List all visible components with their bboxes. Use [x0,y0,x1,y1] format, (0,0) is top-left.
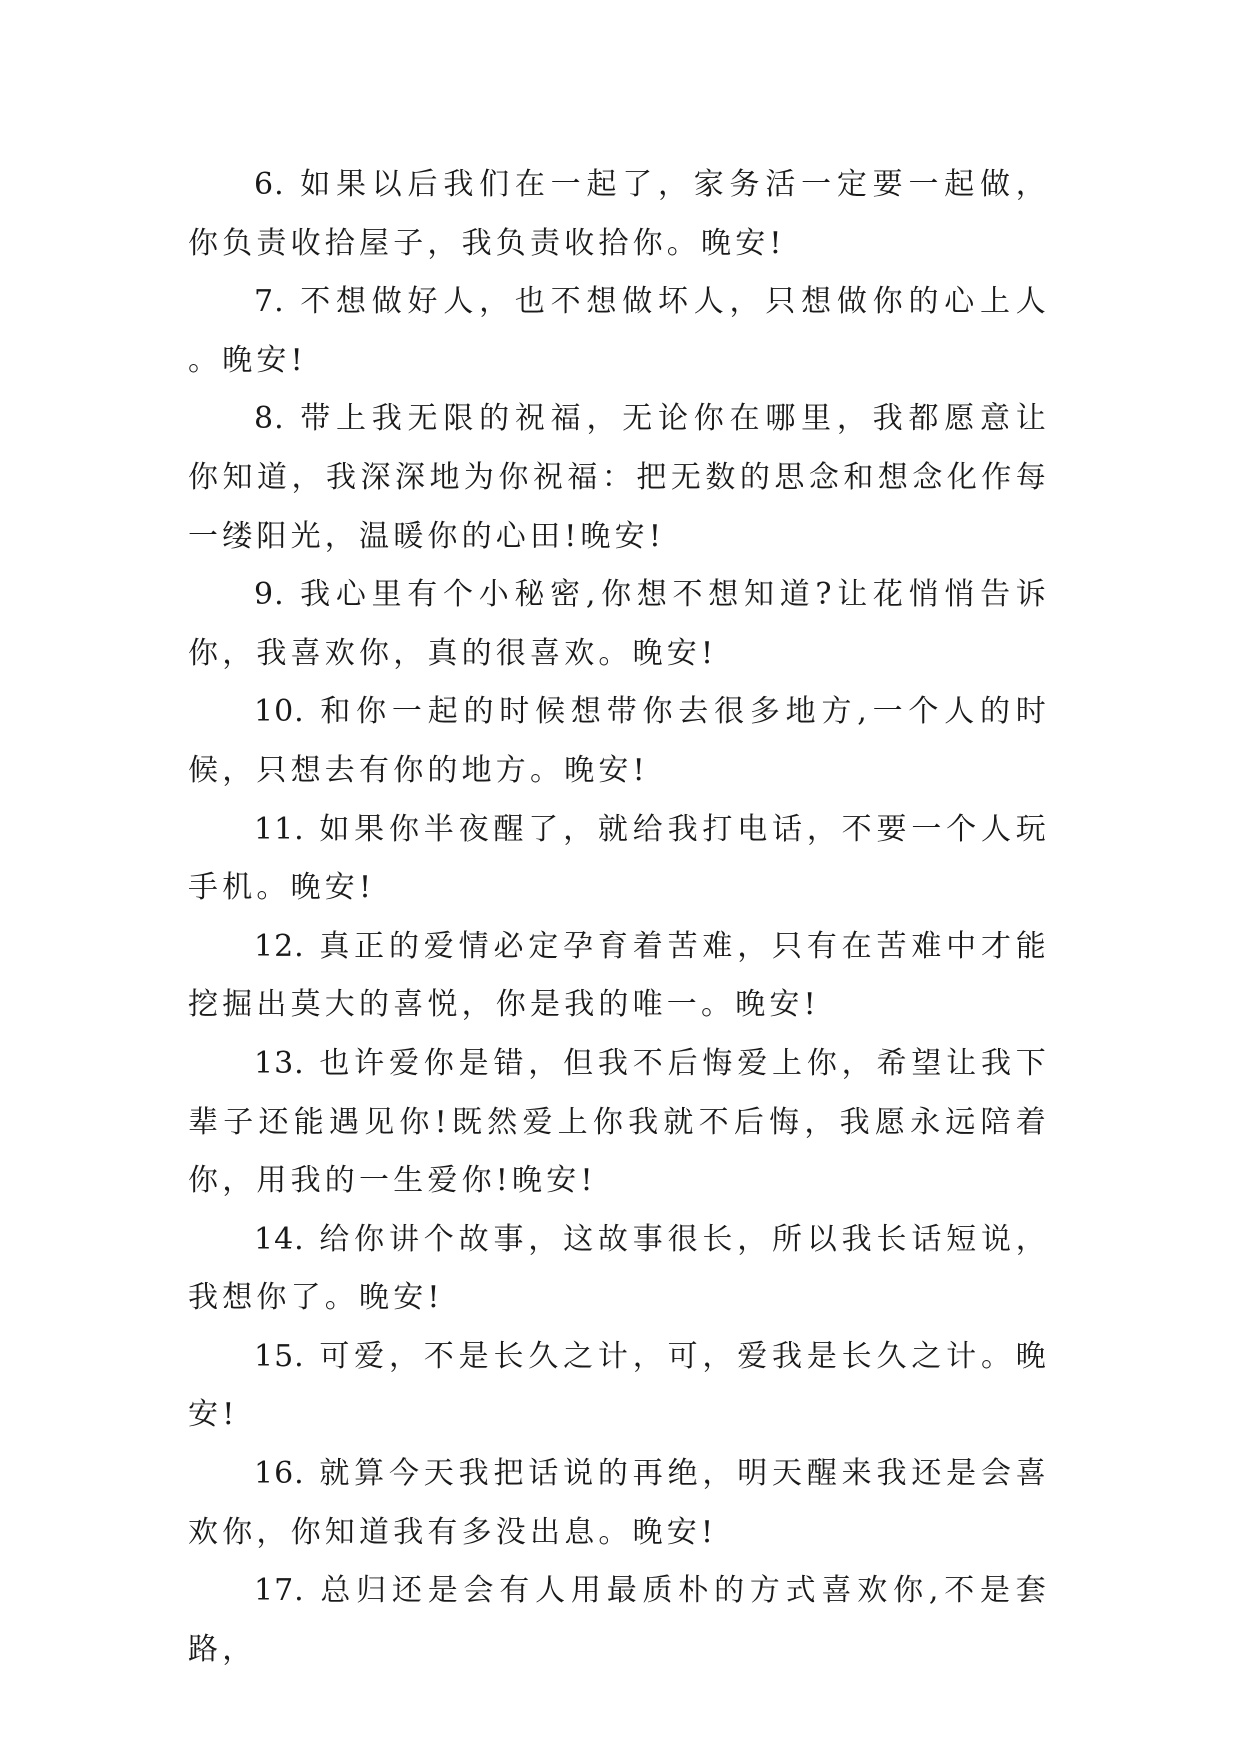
list-item [188,683,1050,800]
item-number: 14. [254,1221,305,1257]
list-item [188,1211,1050,1328]
item-number: 11. [254,811,305,847]
list-item [188,1562,1050,1679]
item-text: 可爱，不是长久之计，可，爱我是长久之计。晚安! [188,1338,1050,1433]
document-body [188,156,1050,1679]
item-text: 如果你半夜醒了，就给我打电话，不要一个人玩手机。晚安! [188,811,1050,906]
item-number: 16. [254,1456,305,1492]
item-number: 15. [254,1338,305,1374]
item-text: 就算今天我把话说的再绝，明天醒来我还是会喜欢你，你知道我有多没出息。晚安! [188,1456,1050,1550]
item-number: 6. [254,167,285,202]
list-item [188,1445,1050,1562]
item-text: 我心里有个小秘密,你想不想知道?让花悄悄告诉你，我喜欢你，真的很喜欢。晚安! [188,577,1050,671]
item-text: 带上我无限的祝福，无论你在哪里，我都愿意让你知道，我深深地为你祝福：把无数的思念和想念化作每一缕阳光，温暖你的心田!晚安! [188,401,1050,554]
list-item [188,801,1050,918]
item-text: 如果以后我们在一起了，家务活一定要一起做，你负责收拾屋子，我负责收拾你。晚安! [188,167,1050,261]
item-number: 17. [254,1573,305,1609]
item-number: 8. [254,401,285,437]
list-item [188,1328,1050,1445]
list-item [188,1035,1050,1211]
item-text: 总归还是会有人用最质朴的方式喜欢你,不是套路， [188,1573,1050,1667]
list-item [188,273,1050,390]
item-text: 不想做好人，也不想做坏人，只想做你的心上人。晚安! [188,284,1050,378]
list-item [188,156,1050,273]
item-text: 真正的爱情必定孕育着苦难，只有在苦难中才能挖掘出莫大的喜悦，你是我的唯一。晚安! [188,928,1050,1023]
item-number: 13. [254,1045,305,1081]
item-text: 也许爱你是错，但我不后悔爱上你，希望让我下辈子还能遇见你!既然爱上你我就不后悔，我愿永远陪着你，用我的一生爱你!晚安! [188,1045,1050,1199]
list-item [188,390,1050,566]
item-number: 7. [254,284,285,320]
item-text: 给你讲个故事，这故事很长，所以我长话短说，我想你了。晚安! [188,1221,1050,1316]
item-number: 9. [254,577,285,613]
item-text: 和你一起的时候想带你去很多地方,一个人的时候，只想去有你的地方。晚安! [188,694,1050,788]
list-item [188,566,1050,683]
item-number: 12. [254,928,305,964]
item-number: 10. [254,694,305,730]
list-item [188,918,1050,1035]
